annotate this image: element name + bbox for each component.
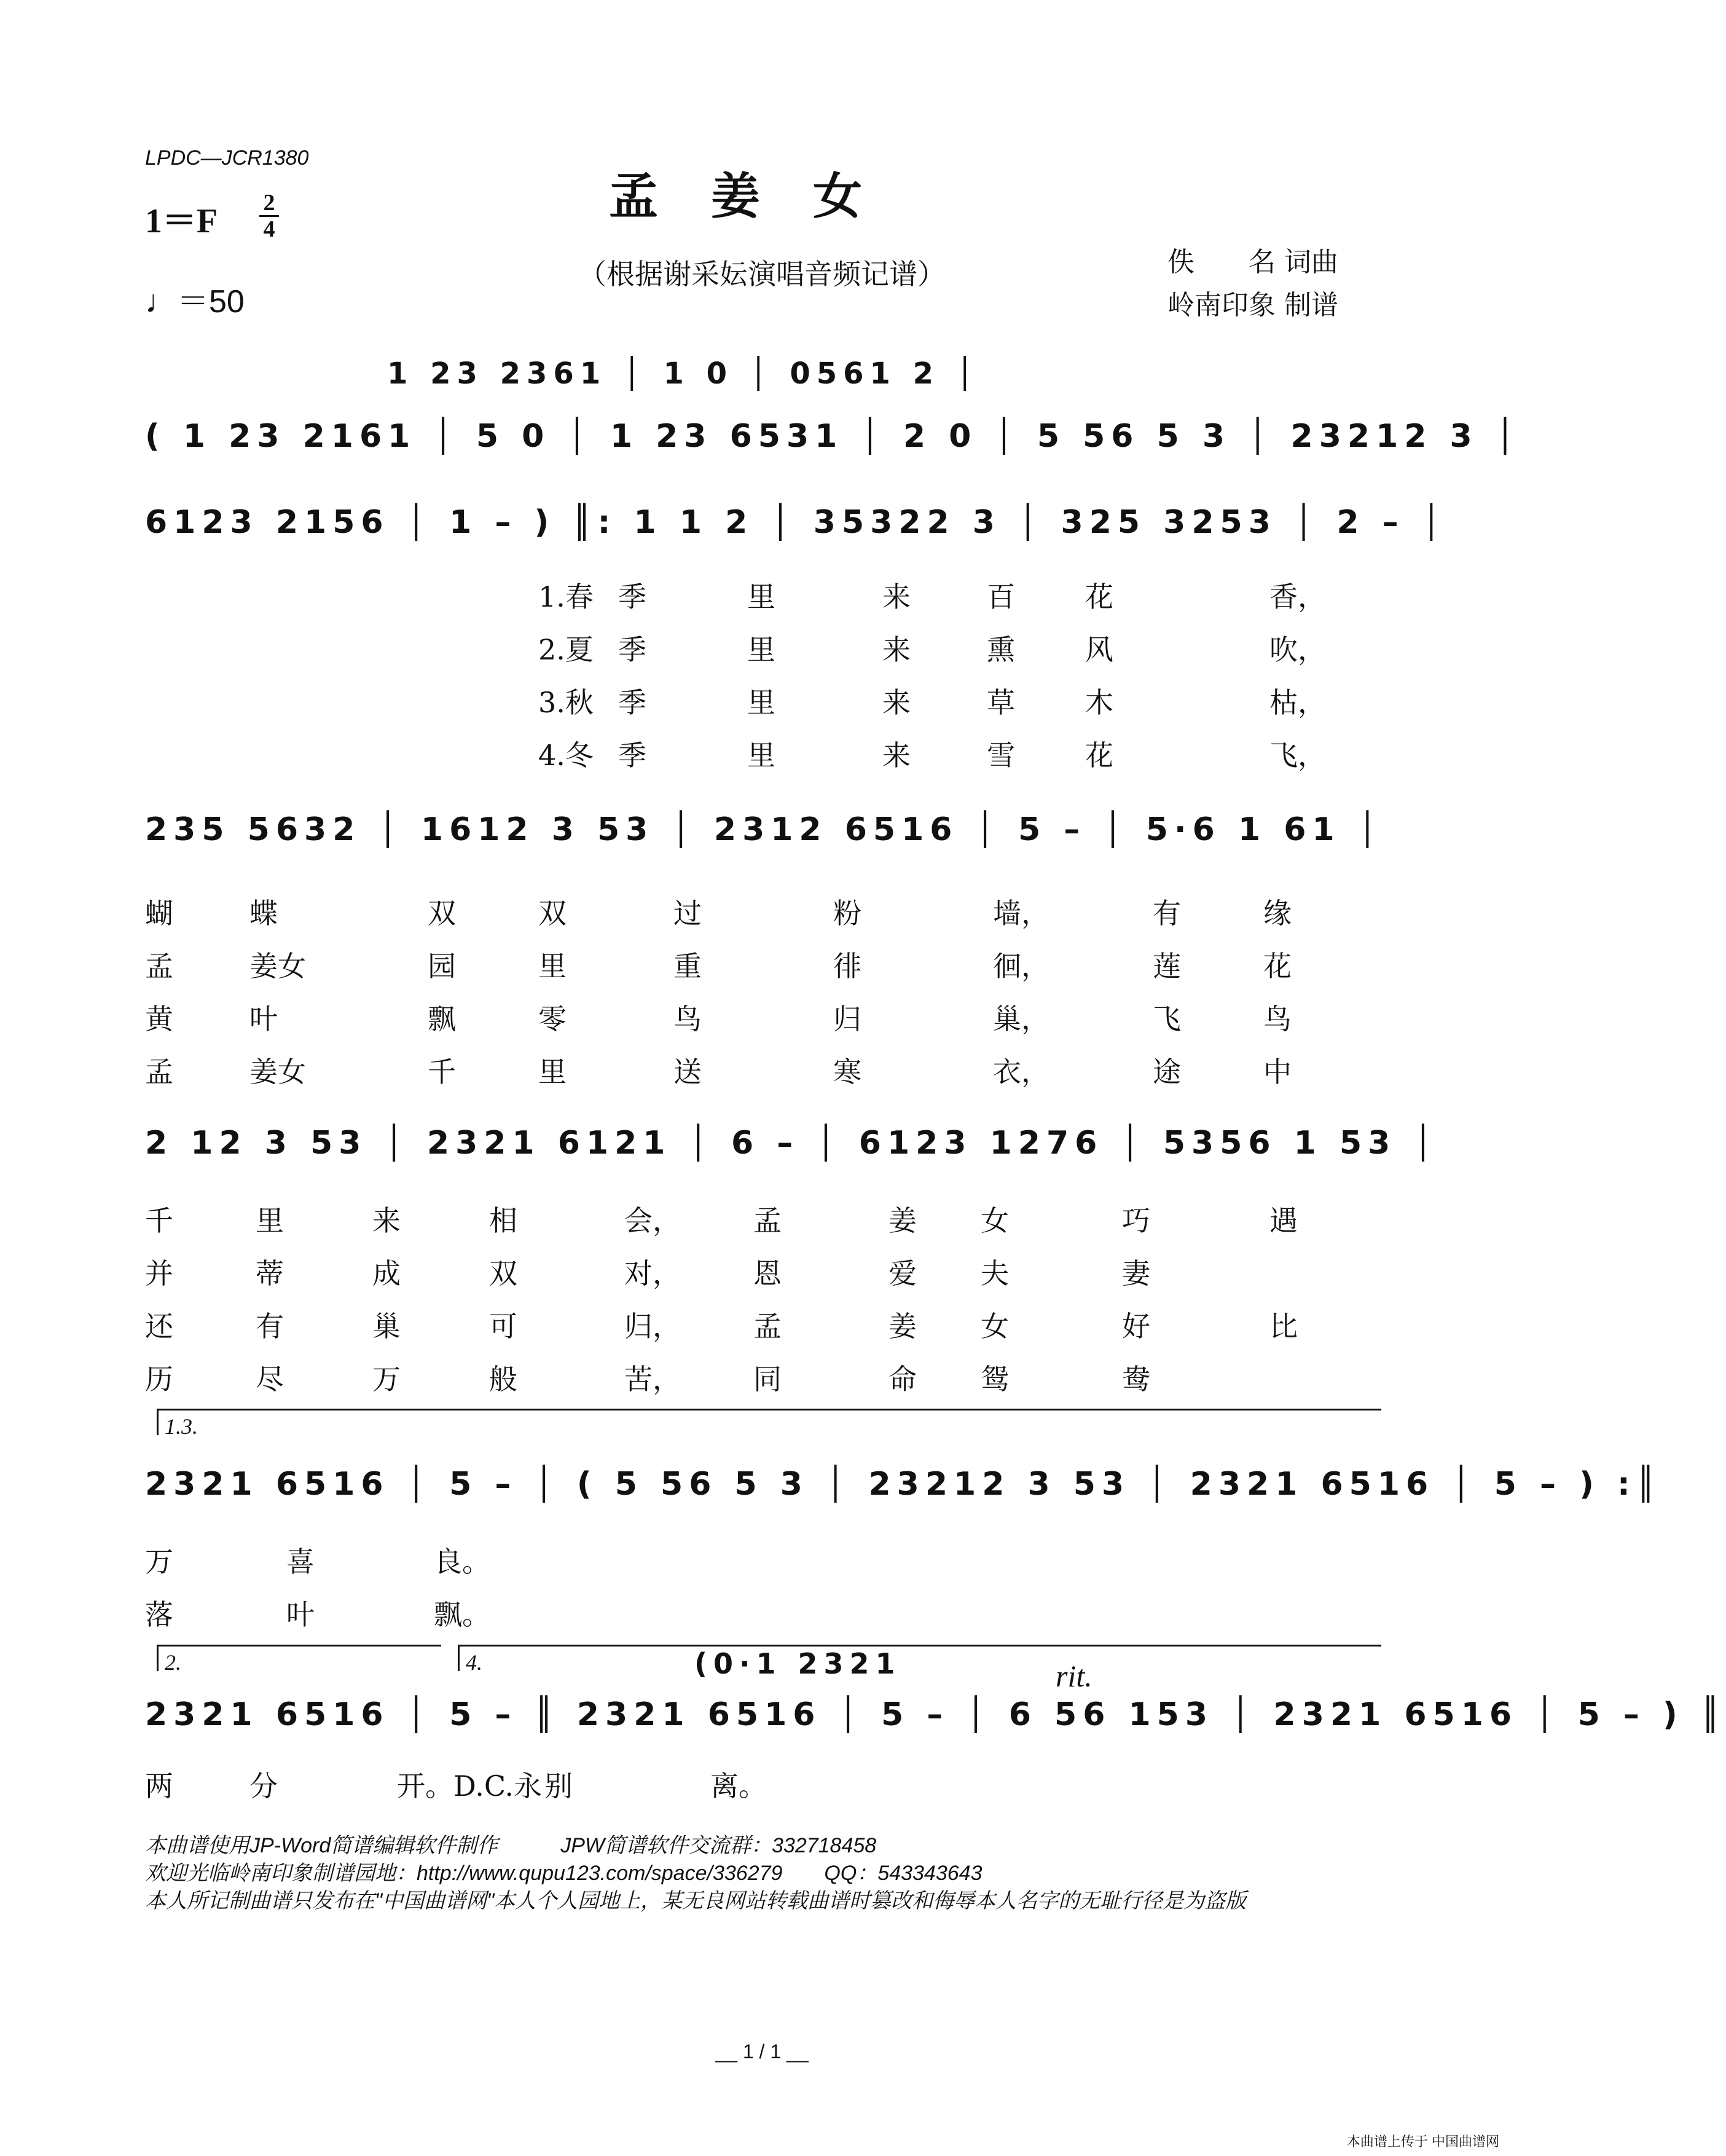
lyric-syllable: 成 (372, 1257, 401, 1290)
volta-label-4: 4. (466, 1650, 482, 1675)
lyric-syllable: 墙， (993, 897, 1049, 930)
score-code: LPDC—JCR1380 (145, 146, 309, 170)
lyric-syllable: 巢 (372, 1310, 401, 1343)
lyric-syllable: 季 (618, 686, 646, 719)
lyric-syllable: 风 (1085, 633, 1113, 666)
lyric-syllable: 遇 (1269, 1204, 1298, 1237)
lyric-syllable: 蝴 (145, 897, 173, 930)
lyric-syllable: 姜女 (249, 950, 306, 983)
lyric-syllable: 粉 (833, 897, 861, 930)
meter-bottom: 4 (263, 216, 275, 242)
footer-line-1: 本曲谱使用JP-Word简谱编辑软件制作 JPW简谱软件交流群：332718458 (145, 1834, 877, 1857)
lyric-syllable: 重 (673, 950, 702, 983)
lyric-syllable: 里 (747, 633, 775, 666)
lyric-syllable: 飞， (1269, 739, 1326, 772)
lyric-block-4 (145, 1540, 882, 1650)
lyric-syllable: 里 (747, 686, 775, 719)
page-number: __ 1 / 1 __ (715, 2040, 809, 2063)
lyric-syllable: 花 (1263, 950, 1292, 983)
lyric-syllable: 飞 (1153, 1002, 1181, 1036)
volta-label-2: 2. (165, 1650, 181, 1675)
lyric-syllable: 徘 (833, 950, 861, 983)
lyric-syllable: 枯， (1269, 686, 1326, 719)
lyric-syllable: 里 (747, 739, 775, 772)
lyric-syllable: 叶 (286, 1598, 315, 1631)
lyric-syllable: 飘 (428, 1002, 456, 1036)
lyric-syllable: 姜女 (249, 1055, 306, 1088)
score-line-3: 235 5632 │ 1612 3 53 │ 2312 6516 │ 5 – │ 5·6 1 61 │ (145, 811, 1384, 848)
lyric-syllable: 香， (1269, 580, 1326, 613)
time-signature (257, 191, 281, 242)
lyric-syllable: 两 (145, 1769, 173, 1803)
score-line-5: 2321 6516 │ 5 – │ ( 5 56 5 3 │ 23212 3 53 │ 2321 6516 │ 5 – ) :║ (145, 1466, 1662, 1503)
lyric-syllable: 叶 (249, 1002, 278, 1036)
lyric-syllable: 千 (145, 1204, 173, 1237)
lyric-syllable: 零 (538, 1002, 567, 1036)
lyric-syllable: 落 (145, 1598, 173, 1631)
lyric-syllable: 缘 (1263, 897, 1292, 930)
lyric-syllable: 别 (544, 1769, 573, 1803)
lyric-syllable: 比 (1269, 1310, 1298, 1343)
lyric-syllable: 离。 (710, 1769, 767, 1803)
lyric-syllable: 良。 (434, 1545, 490, 1578)
lyric-syllable: 孟 (145, 950, 173, 983)
lyric-syllable: 1.春 (538, 580, 594, 613)
lyric-syllable: 里 (747, 580, 775, 613)
lyric-syllable: 花 (1085, 739, 1113, 772)
volta-bracket-1-3 (157, 1409, 1381, 1435)
lyric-block-2 (145, 891, 1435, 1112)
lyric-syllable: 里 (538, 950, 567, 983)
lyric-syllable: 来 (882, 739, 911, 772)
score-line-4: 2 12 3 53 │ 2321 6121 │ 6 – │ 6123 1276 │ 5356 1 53 │ (145, 1125, 1439, 1162)
lyric-syllable: 归 (833, 1002, 861, 1036)
song-subtitle: （根据谢采妘演唱音频记谱） (578, 258, 946, 291)
lyric-syllable: 巢， (993, 1002, 1049, 1036)
lyric-syllable: 衣， (993, 1055, 1049, 1088)
lyric-syllable: 园 (428, 950, 456, 983)
credit-score: 岭南印象 制谱 (1167, 289, 1338, 321)
lyric-block-3 (145, 1198, 1435, 1420)
lyric-syllable: 尽 (256, 1363, 284, 1396)
lyric-syllable: 同 (753, 1363, 782, 1396)
lyric-syllable: 女 (981, 1204, 1009, 1237)
lyric-syllable: 妻 (1122, 1257, 1150, 1290)
lyric-syllable: 寒 (833, 1055, 861, 1088)
lyric-syllable: 来 (372, 1204, 401, 1237)
lyric-syllable: 姜 (888, 1204, 917, 1237)
lyric-syllable: 黄 (145, 1002, 173, 1036)
volta-bracket-4 (458, 1645, 1381, 1671)
lyric-syllable: 里 (256, 1204, 284, 1237)
lyric-syllable: 孟 (145, 1055, 173, 1088)
lyric-syllable: 女 (981, 1310, 1009, 1343)
score-line-2: 6123 2156 │ 1 – ) ║: 1 1 2 │ 35322 3 │ 325 3253 │ 2 – │ (145, 504, 1448, 541)
lyric-syllable: 孟 (753, 1204, 782, 1237)
score-line-6-upper: (0·1 2321 (694, 1647, 901, 1680)
lyric-syllable: 分 (249, 1769, 278, 1803)
footer-line-2: 欢迎光临岭南印象制谱园地：http://www.qupu123.com/space/336279 QQ：543343643 (145, 1862, 983, 1885)
lyric-syllable: 送 (673, 1055, 702, 1088)
meter-top: 2 (263, 190, 275, 216)
lyric-syllable: 般 (489, 1363, 517, 1396)
tempo-marking: ♩＝50 (145, 284, 245, 320)
score-line-6: 2321 6516 │ 5 – ║ 2321 6516 │ 5 – │ 6 56 153 │ 2321 6516 │ 5 – ) ║ (145, 1696, 1726, 1733)
lyric-syllable: 苦， (624, 1363, 681, 1396)
score-line-1-upper: 1 23 2361 │ 1 0 │ 0561 2 │ (387, 356, 980, 391)
lyric-syllable: 万 (145, 1545, 173, 1578)
lyric-syllable: 鸟 (673, 1002, 702, 1036)
lyric-syllable: 季 (618, 739, 646, 772)
lyric-block-1 (145, 575, 1374, 796)
lyric-syllable: 里 (538, 1055, 567, 1088)
upload-credit: 本曲谱上传于 中国曲谱网 (1346, 2134, 1499, 2149)
lyric-syllable: 可 (489, 1310, 517, 1343)
lyric-syllable: 爱 (888, 1257, 917, 1290)
volta-label-1-3: 1.3. (165, 1414, 198, 1439)
lyric-syllable: 命 (888, 1363, 917, 1396)
lyric-syllable: 2.夏 (538, 633, 594, 666)
lyric-syllable: 季 (618, 633, 646, 666)
lyric-syllable: 开。D.C.永 (397, 1769, 543, 1803)
footer-line-3: 本人所记制曲谱只发布在"中国曲谱网"本人个人园地上，某无良网站转载曲谱时篡改和侮辱本人名字的无耻行径是为盗版 (145, 1889, 1247, 1913)
lyric-block-5 (145, 1764, 944, 1801)
lyric-syllable: 熏 (987, 633, 1015, 666)
lyric-syllable: 对， (624, 1257, 681, 1290)
lyric-syllable: 归， (624, 1310, 681, 1343)
lyric-syllable: 途 (1153, 1055, 1181, 1088)
lyric-syllable: 有 (256, 1310, 284, 1343)
lyric-syllable: 鸟 (1263, 1002, 1292, 1036)
lyric-syllable: 中 (1263, 1055, 1292, 1088)
lyric-syllable: 雪 (987, 739, 1015, 772)
lyric-syllable: 好 (1122, 1310, 1150, 1343)
lyric-syllable: 季 (618, 580, 646, 613)
credit-lyrics: 佚 名 词曲 (1167, 246, 1338, 278)
lyric-syllable: 有 (1153, 897, 1181, 930)
lyric-syllable: 草 (987, 686, 1015, 719)
lyric-syllable: 并 (145, 1257, 173, 1290)
lyric-syllable: 双 (428, 897, 456, 930)
lyric-syllable: 3.秋 (538, 686, 594, 719)
lyric-syllable: 4.冬 (538, 739, 594, 772)
lyric-syllable: 百 (987, 580, 1015, 613)
lyric-syllable: 孟 (753, 1310, 782, 1343)
lyric-syllable: 过 (673, 897, 702, 930)
lyric-syllable: 相 (489, 1204, 517, 1237)
lyric-syllable: 喜 (286, 1545, 315, 1578)
lyric-syllable: 花 (1085, 580, 1113, 613)
song-title: 孟姜女 (609, 167, 915, 225)
lyric-syllable: 夫 (981, 1257, 1009, 1290)
lyric-syllable: 恩 (753, 1257, 782, 1290)
lyric-syllable: 蒂 (256, 1257, 284, 1290)
lyric-syllable: 千 (428, 1055, 456, 1088)
lyric-syllable: 还 (145, 1310, 173, 1343)
lyric-syllable: 吹， (1269, 633, 1326, 666)
lyric-syllable: 双 (538, 897, 567, 930)
lyric-syllable: 会， (624, 1204, 681, 1237)
score-line-1: ( 1 23 2161 │ 5 0 │ 1 23 6531 │ 2 0 │ 5 56 5 3 │ 23212 3 │ (145, 418, 1521, 455)
lyric-syllable: 木 (1085, 686, 1113, 719)
lyric-syllable: 莲 (1153, 950, 1181, 983)
lyric-syllable: 来 (882, 686, 911, 719)
lyric-syllable: 来 (882, 580, 911, 613)
key-signature: 1＝F (145, 202, 218, 240)
lyric-syllable: 姜 (888, 1310, 917, 1343)
ritardando-marking: rit. (1056, 1659, 1092, 1693)
lyric-syllable: 来 (882, 633, 911, 666)
lyric-syllable: 巧 (1122, 1204, 1150, 1237)
lyric-syllable: 徊， (993, 950, 1049, 983)
lyric-syllable: 双 (489, 1257, 517, 1290)
lyric-syllable: 鸯 (1122, 1363, 1150, 1396)
lyric-syllable: 飘。 (434, 1598, 490, 1631)
volta-bracket-2 (157, 1645, 441, 1671)
lyric-syllable: 鸳 (981, 1363, 1009, 1396)
lyric-syllable: 万 (372, 1363, 401, 1396)
lyric-syllable: 蝶 (249, 897, 278, 930)
lyric-syllable: 历 (145, 1363, 173, 1396)
